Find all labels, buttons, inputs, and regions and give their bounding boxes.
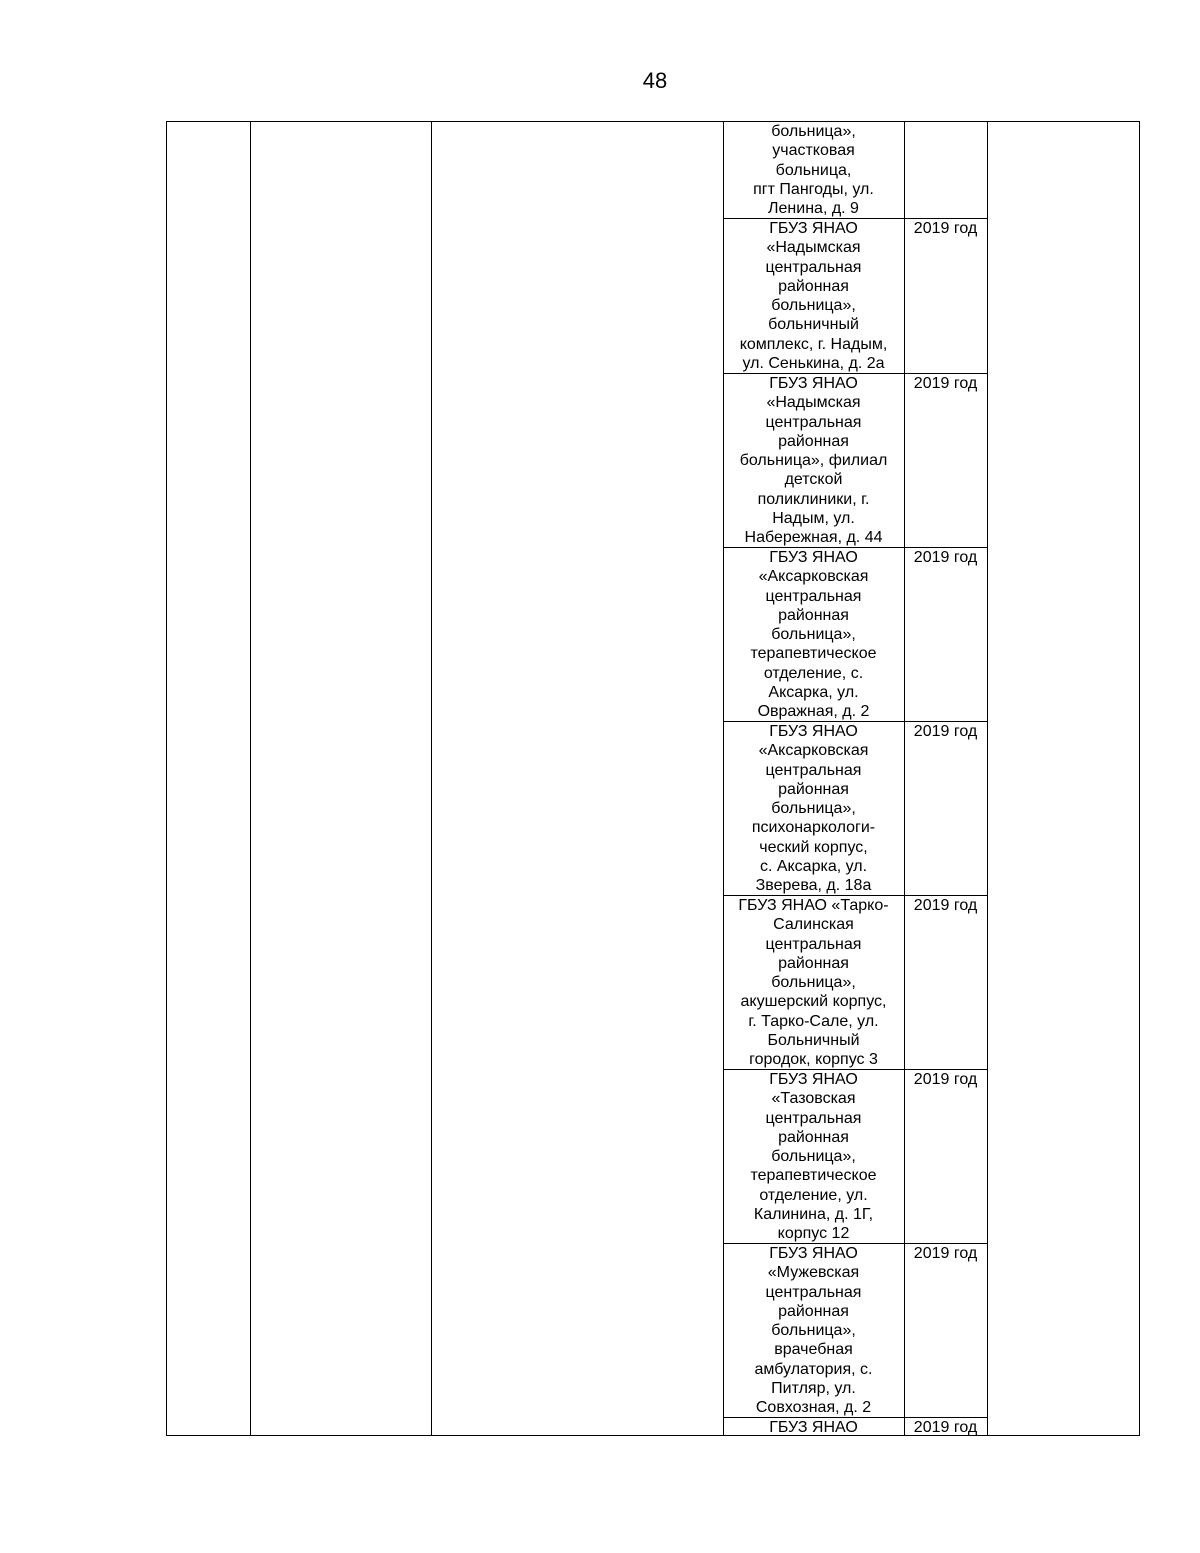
- column-divider: [250, 122, 251, 1435]
- year-cell: 2019 год: [913, 1245, 978, 1262]
- facility-address: ГБУЗ ЯНАО «Мужевская центральная районная больница», врачебная амбулатория, с. Питляр, ул. Совхозная, д. 2: [754, 1245, 873, 1417]
- table-row: [723, 1244, 987, 1418]
- facility-address: ГБУЗ ЯНАО «Аксарковская центральная районная больница», терапевтическое отделение, с. Аксарка, ул. Овражная, д. 2: [750, 549, 877, 721]
- year-cell: 2019 год: [913, 1419, 978, 1436]
- year-cell: 2019 год: [913, 220, 978, 237]
- table-row: [723, 122, 987, 219]
- column-divider: [987, 122, 988, 1435]
- page-number: 48: [642, 68, 668, 93]
- year-cell: 2019 год: [913, 897, 978, 914]
- year-cell: 2019 год: [913, 723, 978, 740]
- table-row: [723, 722, 987, 896]
- table-row: [723, 1070, 987, 1244]
- table-row: [723, 219, 987, 374]
- table: [166, 121, 1140, 1436]
- facility-address: ГБУЗ ЯНАО: [769, 1419, 858, 1436]
- facility-address: ГБУЗ ЯНАО «Аксарковская центральная районная больница», психонаркологи- ческий корпус, с. Аксарка, ул. Зверева, д. 18а: [751, 723, 876, 895]
- column-divider: [431, 122, 432, 1435]
- table-row: [723, 548, 987, 722]
- table-row: [723, 374, 987, 548]
- facility-address: больница», участковая больница, пгт Пангоды, ул. Ленина, д. 9: [753, 123, 874, 218]
- year-cell: 2019 год: [913, 375, 978, 392]
- facility-address: ГБУЗ ЯНАО «Тарко- Салинская центральная районная больница», акушерский корпус, г. Тарко-Сале, ул. Больничный городок, корпус 3: [738, 897, 889, 1069]
- facility-address: ГБУЗ ЯНАО «Надымская центральная районная больница», филиал детской поликлиники, г. Надым, ул. Набережная, д. 44: [739, 375, 888, 547]
- facility-address: ГБУЗ ЯНАО «Тазовская центральная районная больница», терапевтическое отделение, ул. Калинина, д. 1Г, корпус 12: [750, 1071, 877, 1243]
- table-row: [723, 1418, 987, 1435]
- year-cell: 2019 год: [913, 1071, 978, 1088]
- facility-address: ГБУЗ ЯНАО «Надымская центральная районная больница», больничный комплекс, г. Надым, ул. Сенькина, д. 2а: [739, 220, 888, 373]
- year-cell: 2019 год: [913, 549, 978, 566]
- table-row: [723, 896, 987, 1070]
